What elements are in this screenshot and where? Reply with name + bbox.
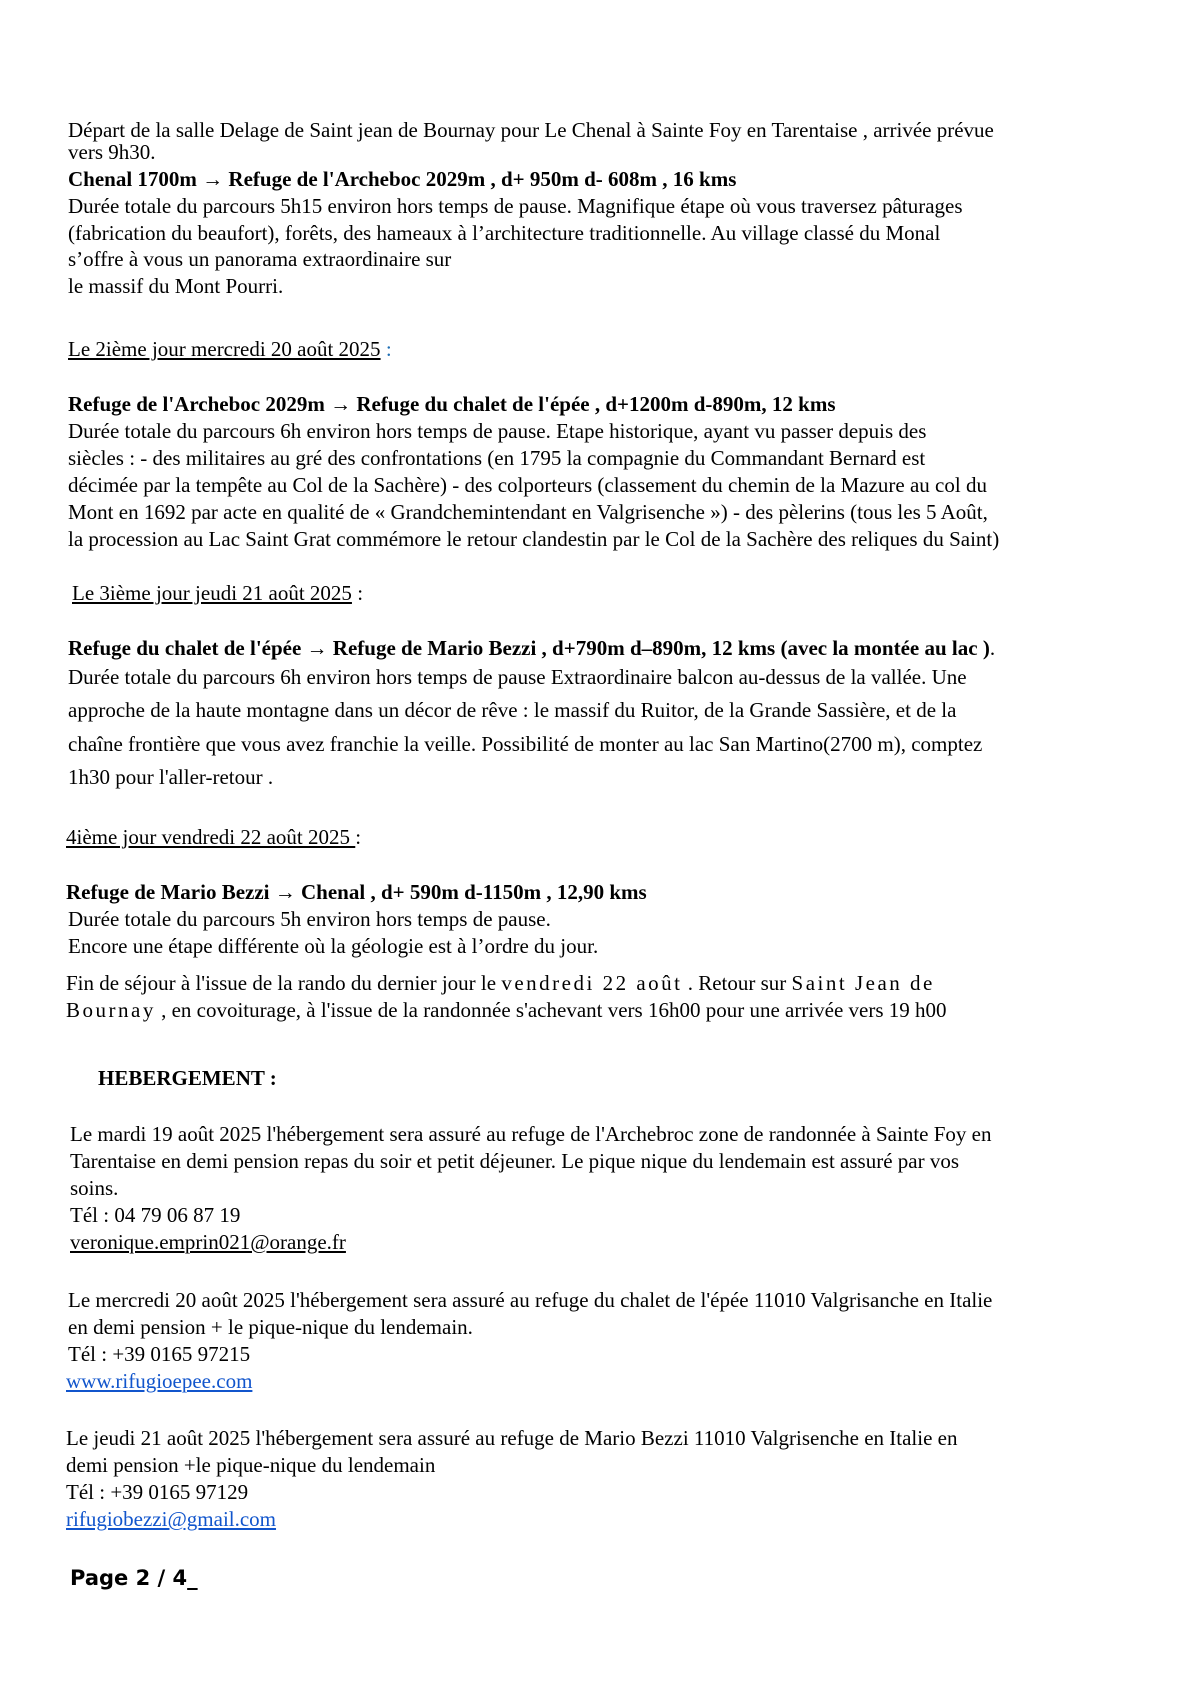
day4-end-line-1 (66, 970, 935, 997)
day2-route: Refuge de l'Archeboc 2029m → Refuge du chalet de l'épée , d+1200m d-890m, 12 kms (68, 392, 836, 416)
hebergement-1-line-3: soins. (70, 1176, 119, 1200)
day3-desc-line-1: Durée totale du parcours 6h environ hors temps de pause Extraordinaire balcon au-dessus de la vallée. Une (68, 665, 967, 689)
hebergement-3-email-link[interactable]: rifugiobezzi@gmail.com (66, 1507, 277, 1531)
day3-desc-line-3: chaîne frontière que vous avez franchie la veille. Possibilité de monter au lac San Martino(2700 m), comptez (68, 732, 983, 756)
day3-heading-colon: : (351, 581, 364, 605)
day3-route: Refuge du chalet de l'épée → Refuge de Mario Bezzi , d+790m d–890m, 12 kms (avec la montée au lac ) (68, 636, 990, 660)
day4-heading-text: 4ième jour vendredi 22 août 2025 (66, 825, 356, 849)
hebergement-3-line-1: Le jeudi 21 août 2025 l'hébergement sera assuré au refuge de Mario Bezzi 11010 Valgrisenche en Italie en (66, 1426, 958, 1450)
day4-desc-line-2: Encore une étape différente où la géologie est à l’ordre du jour. (68, 934, 599, 958)
day2-desc-line-3: décimée par la tempête au Col de la Sachère) - des colporteurs (classement du chemin de la Mazure au col du (68, 473, 987, 497)
page-number-text: Page 2 / 4 (70, 1566, 188, 1590)
day3-route-end: . (989, 636, 996, 660)
hebergement-title: HEBERGEMENT : (98, 1066, 277, 1090)
day4-end-date: vendredi 22 août (501, 971, 683, 995)
day1-desc-line-4: le massif du Mont Pourri. (68, 274, 284, 298)
day4-end-text-2: . Retour sur (682, 971, 792, 995)
page-number-underscore: _ (187, 1566, 198, 1590)
day1-route: Chenal 1700m → Refuge de l'Archeboc 2029m , d+ 950m d- 608m , 16 kms (68, 167, 737, 191)
day4-end-line-2 (66, 997, 947, 1024)
day3-heading-text: Le 3ième jour jeudi 21 août 2025 (72, 581, 352, 605)
day2-desc-line-5: la procession au Lac Saint Grat commémore le retour clandestin par le Col de la Sachère des reliques du Saint) (68, 527, 1000, 551)
day2-heading (68, 336, 392, 363)
day4-end-place-2: Bournay (66, 998, 156, 1022)
day1-desc-line-1: Durée totale du parcours 5h15 environ hors temps de pause. Magnifique étape où vous traversez pâturages (68, 194, 963, 218)
day1-intro-line-2: vers 9h30. (68, 140, 156, 164)
day2-heading-colon: : (380, 337, 392, 361)
day1-desc-line-2: (fabrication du beaufort), forêts, des hameaux à l’architecture traditionnelle. Au village classé du Monal (68, 221, 941, 245)
day4-end-place: Saint Jean de (791, 971, 935, 995)
day4-desc-line-1: Durée totale du parcours 5h environ hors temps de pause. (68, 907, 551, 931)
day2-desc-line-2: siècles : - des militaires au gré des confrontations (en 1795 la compagnie du Commandant Bernard est (68, 446, 926, 470)
page-number (70, 1563, 198, 1593)
hebergement-3-line-2: demi pension +le pique-nique du lendemain (66, 1453, 436, 1477)
day3-route-line (68, 635, 995, 662)
hebergement-2-website-link[interactable]: www.rifugioepee.com (66, 1369, 253, 1393)
hebergement-2-line-1: Le mercredi 20 août 2025 l'hébergement sera assuré au refuge du chalet de l'épée 11010 Valgrisanche en Italie (68, 1288, 993, 1312)
hebergement-1-line-1: Le mardi 19 août 2025 l'hébergement sera assuré au refuge de l'Archebroc zone de randonnée à Sainte Foy en (70, 1122, 992, 1146)
hebergement-1-email-link[interactable]: veronique.emprin021@orange.fr (70, 1230, 346, 1254)
day2-heading-text: Le 2ième jour mercredi 20 août 2025 (68, 337, 381, 361)
day3-desc-line-4: 1h30 pour l'aller-retour . (68, 765, 274, 789)
day1-intro-line-1: Départ de la salle Delage de Saint jean de Bournay pour Le Chenal à Sainte Foy en Tarentaise , arrivée prévue (68, 118, 994, 142)
day4-heading-colon: : (355, 825, 362, 849)
day4-heading (66, 824, 361, 851)
hebergement-1-tel: Tél : 04 79 06 87 19 (70, 1203, 241, 1227)
day3-desc-line-2: approche de la haute montagne dans un décor de rêve : le massif du Ruitor, de la Grande Sassière, et de la (68, 698, 957, 722)
day1-desc-line-3: s’offre à vous un panorama extraordinaire sur (68, 247, 452, 271)
day4-end-text-1: Fin de séjour à l'issue de la rando du dernier jour le (66, 971, 502, 995)
day4-end-text-3: , en covoiturage, à l'issue de la randonnée s'achevant vers 16h00 pour une arrivée vers 19 h00 (155, 998, 947, 1022)
hebergement-2-tel: Tél : +39 0165 97215 (68, 1342, 251, 1366)
hebergement-1-line-2: Tarentaise en demi pension repas du soir et petit déjeuner. Le pique nique du lendemain est assuré par vos (70, 1149, 960, 1173)
day2-desc-line-1: Durée totale du parcours 6h environ hors temps de pause. Etape historique, ayant vu passer depuis des (68, 419, 927, 443)
hebergement-2-line-2: en demi pension + le pique-nique du lendemain. (68, 1315, 473, 1339)
day4-route: Refuge de Mario Bezzi → Chenal , d+ 590m d-1150m , 12,90 kms (66, 880, 647, 904)
day3-heading (72, 580, 363, 607)
day2-desc-line-4: Mont en 1692 par acte en qualité de « Grandchemintendant en Valgrisenche ») - des pèlerins (tous les 5 Août, (68, 500, 988, 524)
hebergement-3-tel: Tél : +39 0165 97129 (66, 1480, 249, 1504)
